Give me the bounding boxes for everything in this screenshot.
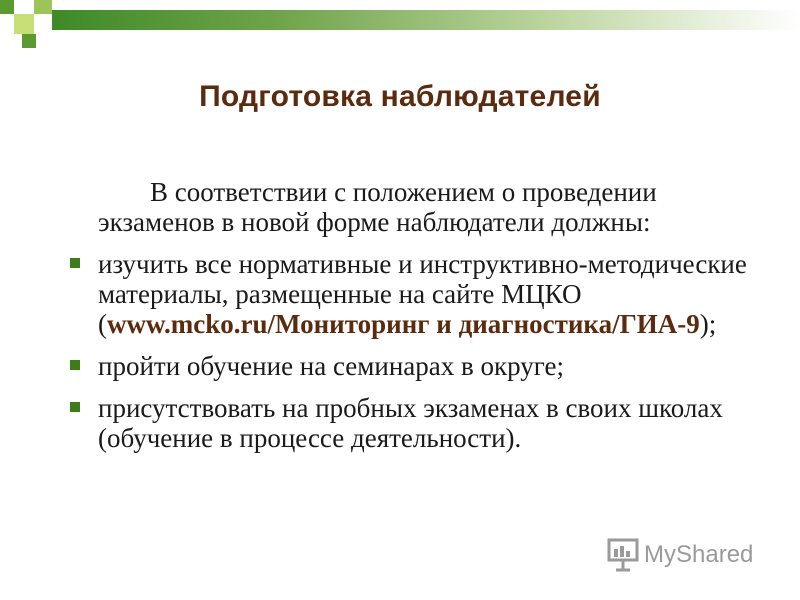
square-bullet-icon (70, 360, 80, 370)
mcko-link[interactable]: www.mcko.ru/Мониторинг и диагностика/ГИА-9 (107, 309, 700, 339)
decor-square (14, 14, 34, 34)
bullet-text: изучить все нормативные и инструктивно-методические материалы, размещенные на сайте МЦКО ( (98, 249, 747, 339)
presentation-board-icon (606, 537, 640, 573)
watermark-text: MyShared (644, 541, 754, 568)
decor-square (34, 0, 52, 14)
square-bullet-icon (70, 258, 80, 268)
bullet-text: присутствовать на пробных экзаменах в своих школах (обучение в процессе деятельности). (98, 393, 723, 453)
decor-square (22, 34, 36, 48)
bullet-list (98, 249, 748, 453)
intro-paragraph: В соответствии с положением о проведении экзаменов в новой форме наблюдатели должны: (98, 177, 657, 237)
bullet-item (98, 393, 748, 453)
decor-square (0, 0, 14, 14)
bullet-item (98, 249, 748, 339)
slide-body (98, 177, 748, 465)
bullet-text: пройти обучение на семинарах в округе; (98, 351, 564, 381)
bullet-text: ); (699, 309, 717, 339)
square-bullet-icon (70, 402, 80, 412)
bullet-item (98, 351, 748, 381)
header-gradient-bar (52, 10, 800, 30)
slide-title: Подготовка наблюдателей (199, 80, 601, 113)
myshared-watermark (606, 535, 776, 575)
